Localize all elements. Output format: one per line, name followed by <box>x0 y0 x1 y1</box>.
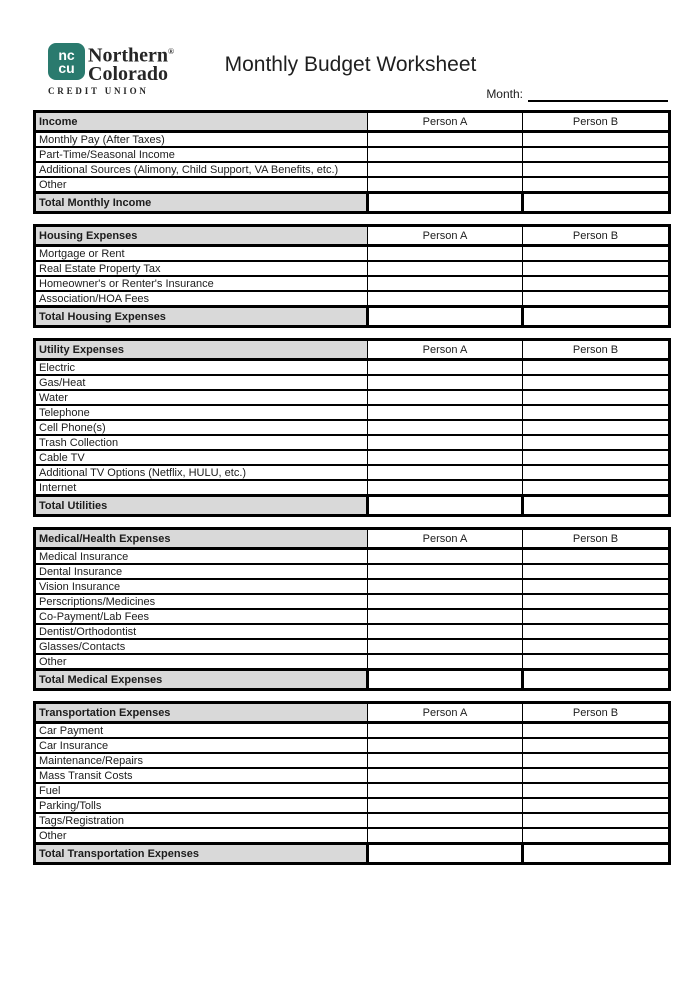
person-b-input-cell[interactable] <box>523 450 670 465</box>
month-input-line[interactable] <box>528 86 668 102</box>
row-label: Water <box>35 390 368 405</box>
row-label: Electric <box>35 360 368 376</box>
row-label: Co-Payment/Lab Fees <box>35 609 368 624</box>
person-a-input-cell[interactable] <box>368 435 523 450</box>
table-row <box>35 276 670 291</box>
person-a-input-cell[interactable] <box>368 276 523 291</box>
section-title: Utility Expenses <box>35 340 368 360</box>
person-b-input-cell[interactable] <box>523 246 670 262</box>
person-b-input-cell[interactable] <box>523 828 670 844</box>
person-b-input-cell[interactable] <box>523 276 670 291</box>
person-a-input-cell[interactable] <box>368 390 523 405</box>
person-b-total-cell[interactable] <box>523 193 670 213</box>
row-label: Tags/Registration <box>35 813 368 828</box>
person-b-input-cell[interactable] <box>523 594 670 609</box>
table-row <box>35 291 670 307</box>
person-a-input-cell[interactable] <box>368 768 523 783</box>
section-header-row <box>35 112 670 132</box>
person-b-input-cell[interactable] <box>523 162 670 177</box>
person-a-header: Person A <box>368 226 523 246</box>
person-b-input-cell[interactable] <box>523 480 670 496</box>
person-a-total-cell[interactable] <box>368 307 523 327</box>
person-b-input-cell[interactable] <box>523 420 670 435</box>
person-a-input-cell[interactable] <box>368 261 523 276</box>
row-label: Dental Insurance <box>35 564 368 579</box>
total-row <box>35 307 670 327</box>
person-b-input-cell[interactable] <box>523 813 670 828</box>
person-b-input-cell[interactable] <box>523 753 670 768</box>
budget-section-table <box>33 338 671 517</box>
table-row <box>35 420 670 435</box>
row-label: Car Payment <box>35 723 368 739</box>
row-label: Medical Insurance <box>35 549 368 565</box>
person-a-input-cell[interactable] <box>368 564 523 579</box>
row-label: Vision Insurance <box>35 579 368 594</box>
person-b-total-cell[interactable] <box>523 496 670 516</box>
person-b-input-cell[interactable] <box>523 768 670 783</box>
row-label: Cable TV <box>35 450 368 465</box>
person-a-input-cell[interactable] <box>368 450 523 465</box>
row-label: Homeowner's or Renter's Insurance <box>35 276 368 291</box>
table-row <box>35 654 670 670</box>
logo-name-line2: Colorado <box>88 62 168 85</box>
person-a-input-cell[interactable] <box>368 828 523 844</box>
budget-section-table <box>33 527 671 691</box>
row-label: Perscriptions/Medicines <box>35 594 368 609</box>
row-label: Fuel <box>35 783 368 798</box>
row-label: Additional TV Options (Netflix, HULU, etc.) <box>35 465 368 480</box>
person-a-input-cell[interactable] <box>368 360 523 376</box>
person-a-input-cell[interactable] <box>368 420 523 435</box>
person-b-input-cell[interactable] <box>523 624 670 639</box>
person-a-input-cell[interactable] <box>368 813 523 828</box>
section-header-row <box>35 340 670 360</box>
person-b-header: Person B <box>523 226 670 246</box>
table-row <box>35 450 670 465</box>
person-a-input-cell[interactable] <box>368 798 523 813</box>
person-a-input-cell[interactable] <box>368 639 523 654</box>
person-b-input-cell[interactable] <box>523 390 670 405</box>
table-row <box>35 564 670 579</box>
person-a-input-cell[interactable] <box>368 177 523 193</box>
person-a-input-cell[interactable] <box>368 753 523 768</box>
person-a-total-cell[interactable] <box>368 193 523 213</box>
table-row <box>35 246 670 262</box>
total-label: Total Medical Expenses <box>35 670 368 690</box>
table-row <box>35 465 670 480</box>
person-b-input-cell[interactable] <box>523 261 670 276</box>
person-a-input-cell[interactable] <box>368 783 523 798</box>
person-a-input-cell[interactable] <box>368 654 523 670</box>
person-a-header: Person A <box>368 112 523 132</box>
budget-section-table <box>33 110 671 214</box>
person-a-header: Person A <box>368 529 523 549</box>
person-b-input-cell[interactable] <box>523 291 670 307</box>
row-label: Gas/Heat <box>35 375 368 390</box>
registered-trademark: ® <box>167 47 174 56</box>
total-row <box>35 496 670 516</box>
row-label: Cell Phone(s) <box>35 420 368 435</box>
row-label: Other <box>35 654 368 670</box>
table-row <box>35 549 670 565</box>
person-a-input-cell[interactable] <box>368 246 523 262</box>
table-row <box>35 579 670 594</box>
total-label: Total Monthly Income <box>35 193 368 213</box>
row-label: Mortgage or Rent <box>35 246 368 262</box>
row-label: Maintenance/Repairs <box>35 753 368 768</box>
table-row <box>35 753 670 768</box>
person-a-total-cell[interactable] <box>368 670 523 690</box>
month-label: Month: <box>486 87 523 101</box>
person-b-input-cell[interactable] <box>523 465 670 480</box>
person-a-input-cell[interactable] <box>368 480 523 496</box>
table-row <box>35 360 670 376</box>
person-a-total-cell[interactable] <box>368 496 523 516</box>
total-row <box>35 670 670 690</box>
section-title: Housing Expenses <box>35 226 368 246</box>
budget-section-table <box>33 701 671 865</box>
table-row <box>35 828 670 844</box>
page-title: Monthly Budget Worksheet <box>224 53 477 76</box>
person-a-input-cell[interactable] <box>368 375 523 390</box>
person-b-input-cell[interactable] <box>523 783 670 798</box>
person-a-input-cell[interactable] <box>368 291 523 307</box>
person-a-input-cell[interactable] <box>368 465 523 480</box>
person-b-input-cell[interactable] <box>523 435 670 450</box>
person-a-input-cell[interactable] <box>368 549 523 565</box>
row-label: Dentist/Orthodontist <box>35 624 368 639</box>
person-b-input-cell[interactable] <box>523 738 670 753</box>
total-row <box>35 844 670 864</box>
person-b-header: Person B <box>523 340 670 360</box>
row-label: Part-Time/Seasonal Income <box>35 147 368 162</box>
month-row <box>33 86 668 102</box>
person-b-input-cell[interactable] <box>523 723 670 739</box>
table-row <box>35 768 670 783</box>
person-a-header: Person A <box>368 703 523 723</box>
table-row <box>35 390 670 405</box>
row-label: Monthly Pay (After Taxes) <box>35 132 368 148</box>
table-row <box>35 813 670 828</box>
person-b-input-cell[interactable] <box>523 375 670 390</box>
table-row <box>35 480 670 496</box>
person-b-input-cell[interactable] <box>523 654 670 670</box>
row-label: Telephone <box>35 405 368 420</box>
person-a-input-cell[interactable] <box>368 594 523 609</box>
row-label: Car Insurance <box>35 738 368 753</box>
person-b-total-cell[interactable] <box>523 307 670 327</box>
section-header-row <box>35 703 670 723</box>
person-a-input-cell[interactable] <box>368 132 523 148</box>
budget-section-table <box>33 224 671 328</box>
total-label: Total Housing Expenses <box>35 307 368 327</box>
row-label: Mass Transit Costs <box>35 768 368 783</box>
row-label: Additional Sources (Alimony, Child Support, VA Benefits, etc.) <box>35 162 368 177</box>
section-title: Income <box>35 112 368 132</box>
person-a-total-cell[interactable] <box>368 844 523 864</box>
person-b-input-cell[interactable] <box>523 177 670 193</box>
table-row <box>35 435 670 450</box>
worksheet-sections <box>33 110 668 875</box>
section-header-row <box>35 226 670 246</box>
logo-name-line1: Northern <box>88 44 168 67</box>
person-b-input-cell[interactable] <box>523 549 670 565</box>
person-b-header: Person B <box>523 529 670 549</box>
person-b-input-cell[interactable] <box>523 147 670 162</box>
table-row <box>35 261 670 276</box>
row-label: Trash Collection <box>35 435 368 450</box>
table-row <box>35 177 670 193</box>
total-label: Total Transportation Expenses <box>35 844 368 864</box>
table-row <box>35 738 670 753</box>
person-b-input-cell[interactable] <box>523 579 670 594</box>
table-row <box>35 162 670 177</box>
table-row <box>35 723 670 739</box>
person-b-input-cell[interactable] <box>523 132 670 148</box>
person-b-input-cell[interactable] <box>523 564 670 579</box>
person-b-header: Person B <box>523 703 670 723</box>
section-title: Medical/Health Expenses <box>35 529 368 549</box>
section-title: Transportation Expenses <box>35 703 368 723</box>
row-label: Glasses/Contacts <box>35 639 368 654</box>
table-row <box>35 405 670 420</box>
person-a-header: Person A <box>368 340 523 360</box>
table-row <box>35 147 670 162</box>
person-a-input-cell[interactable] <box>368 579 523 594</box>
person-b-total-cell[interactable] <box>523 844 670 864</box>
total-label: Total Utilities <box>35 496 368 516</box>
person-a-input-cell[interactable] <box>368 624 523 639</box>
row-label: Real Estate Property Tax <box>35 261 368 276</box>
person-b-input-cell[interactable] <box>523 405 670 420</box>
section-header-row <box>35 529 670 549</box>
table-row <box>35 783 670 798</box>
person-b-total-cell[interactable] <box>523 670 670 690</box>
table-row <box>35 375 670 390</box>
monogram-line-1: nc <box>58 46 75 63</box>
row-label: Association/HOA Fees <box>35 291 368 307</box>
row-label: Other <box>35 177 368 193</box>
table-row <box>35 798 670 813</box>
person-b-input-cell[interactable] <box>523 609 670 624</box>
row-label: Internet <box>35 480 368 496</box>
person-b-header: Person B <box>523 112 670 132</box>
person-a-input-cell[interactable] <box>368 147 523 162</box>
total-row <box>35 193 670 213</box>
person-b-input-cell[interactable] <box>523 639 670 654</box>
monogram-line-2: cu <box>58 59 75 76</box>
person-b-input-cell[interactable] <box>523 798 670 813</box>
row-label: Other <box>35 828 368 844</box>
table-row <box>35 624 670 639</box>
person-a-input-cell[interactable] <box>368 723 523 739</box>
person-a-input-cell[interactable] <box>368 162 523 177</box>
person-a-input-cell[interactable] <box>368 405 523 420</box>
person-b-input-cell[interactable] <box>523 360 670 376</box>
person-a-input-cell[interactable] <box>368 738 523 753</box>
row-label: Parking/Tolls <box>35 798 368 813</box>
table-row <box>35 639 670 654</box>
person-a-input-cell[interactable] <box>368 609 523 624</box>
table-row <box>35 594 670 609</box>
table-row <box>35 609 670 624</box>
nccu-logo-tagline: CREDIT UNION <box>48 85 149 96</box>
table-row <box>35 132 670 148</box>
